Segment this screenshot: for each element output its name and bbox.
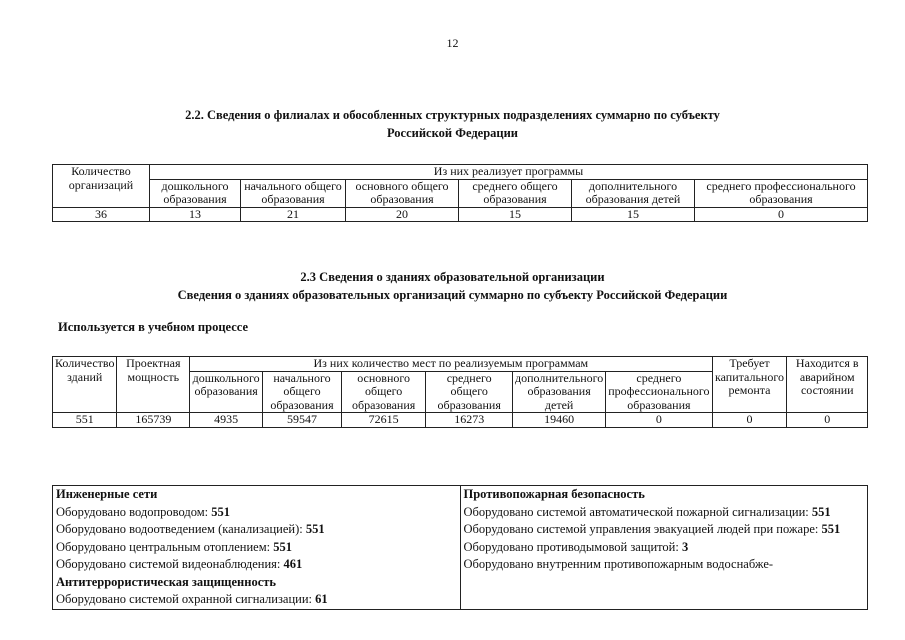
fire-safety-item: Оборудовано системой управления эвакуацией людей при пожаре: 551 xyxy=(463,522,841,536)
buildings-values-row xyxy=(53,413,868,428)
header-emergency: Находится в аварийном состоянии xyxy=(787,357,868,413)
value-primary: 21 xyxy=(241,207,346,222)
header-preschool: дошкольного образования xyxy=(150,179,241,207)
page-number: 12 xyxy=(446,36,459,50)
engineering-column xyxy=(53,486,461,610)
value-additional: 15 xyxy=(572,207,695,222)
value-vocational: 0 xyxy=(695,207,868,222)
header-places-primary: начального общего образования xyxy=(263,371,342,413)
header-places-group: Из них количество мест по реализуемым программам xyxy=(190,357,712,372)
buildings-table xyxy=(52,356,868,428)
branches-table xyxy=(52,164,868,222)
branches-values-row xyxy=(53,207,868,222)
engineering-item: Оборудовано системой видеонаблюдения: 461 xyxy=(56,557,303,571)
header-capacity: Проектная мощность xyxy=(117,357,190,413)
header-places-preschool: дошкольного образования xyxy=(190,371,263,413)
header-places-additional: дополнительного образования детей xyxy=(512,371,605,413)
fire-safety-column xyxy=(460,486,868,610)
value-preschool: 13 xyxy=(150,207,241,222)
header-secondary: среднего общего образования xyxy=(459,179,572,207)
header-places-vocational: среднего профессионального образования xyxy=(606,371,712,413)
value-capacity: 165739 xyxy=(117,413,190,428)
value-places-basic: 72615 xyxy=(341,413,426,428)
engineering-item: Оборудовано водоотведением (канализацией): 551 xyxy=(56,522,325,536)
section-2-3-title xyxy=(0,268,905,304)
header-places-secondary: среднего общего образования xyxy=(426,371,513,413)
header-basic: основного общего образования xyxy=(346,179,459,207)
section-2-2-title xyxy=(0,106,905,142)
infrastructure-row xyxy=(53,486,868,610)
header-org-count: Количество организаций xyxy=(53,165,150,208)
engineering-title: Инженерные сети xyxy=(56,487,158,501)
engineering-item: Оборудовано водопроводом: 551 xyxy=(56,504,230,519)
fire-safety-item: Оборудовано системой автоматической пожарной сигнализации: 551 xyxy=(463,504,831,519)
value-places-preschool: 4935 xyxy=(190,413,263,428)
engineering-item: Оборудовано центральным отоплением: 551 xyxy=(56,539,292,554)
value-places-secondary: 16273 xyxy=(426,413,513,428)
infrastructure-table xyxy=(52,485,868,610)
section-2-2-title-line2: Российской Федерации xyxy=(386,126,519,140)
value-repair: 0 xyxy=(712,413,787,428)
value-emergency: 0 xyxy=(787,413,868,428)
fire-safety-item: Оборудовано противодымовой защитой: 3 xyxy=(463,539,689,554)
header-buildings: Количество зданий xyxy=(53,357,117,413)
value-org-count: 36 xyxy=(53,207,150,222)
header-vocational: среднего профессионального образования xyxy=(695,179,868,207)
value-places-primary: 59547 xyxy=(263,413,342,428)
section-2-3-title-line2: Сведения о зданиях образовательных организаций суммарно по субъекту Российской Федерации xyxy=(177,288,728,302)
header-repair: Требует капитального ремонта xyxy=(712,357,787,413)
branches-subheader-row xyxy=(53,179,868,207)
fire-safety-item: Оборудовано внутренним противопожарным водоснабже- xyxy=(463,557,774,571)
value-buildings: 551 xyxy=(53,413,117,428)
header-places-basic: основного общего образования xyxy=(341,371,426,413)
fire-safety-title: Противопожарная безопасность xyxy=(463,487,645,501)
value-basic: 20 xyxy=(346,207,459,222)
header-primary: начального общего образования xyxy=(241,179,346,207)
value-places-additional: 19460 xyxy=(512,413,605,428)
header-additional: дополнительного образования детей xyxy=(572,179,695,207)
branches-header-row xyxy=(53,165,868,180)
section-2-3-subtitle: Используется в учебном процессе xyxy=(58,320,249,334)
antiterror-item: Оборудовано системой охранной сигнализации: 61 xyxy=(56,592,328,606)
section-2-2-title-line1: 2.2. Сведения о филиалах и обособленных структурных подразделениях суммарно по субъекту xyxy=(185,108,720,122)
header-programs-group: Из них реализует программы xyxy=(150,165,868,180)
value-secondary: 15 xyxy=(459,207,572,222)
section-2-3-title-line1: 2.3 Сведения о зданиях образовательной организации xyxy=(300,270,605,284)
value-places-vocational: 0 xyxy=(606,413,712,428)
buildings-header-row xyxy=(53,357,868,372)
antiterror-title: Антитеррористическая защищенность xyxy=(56,574,276,589)
